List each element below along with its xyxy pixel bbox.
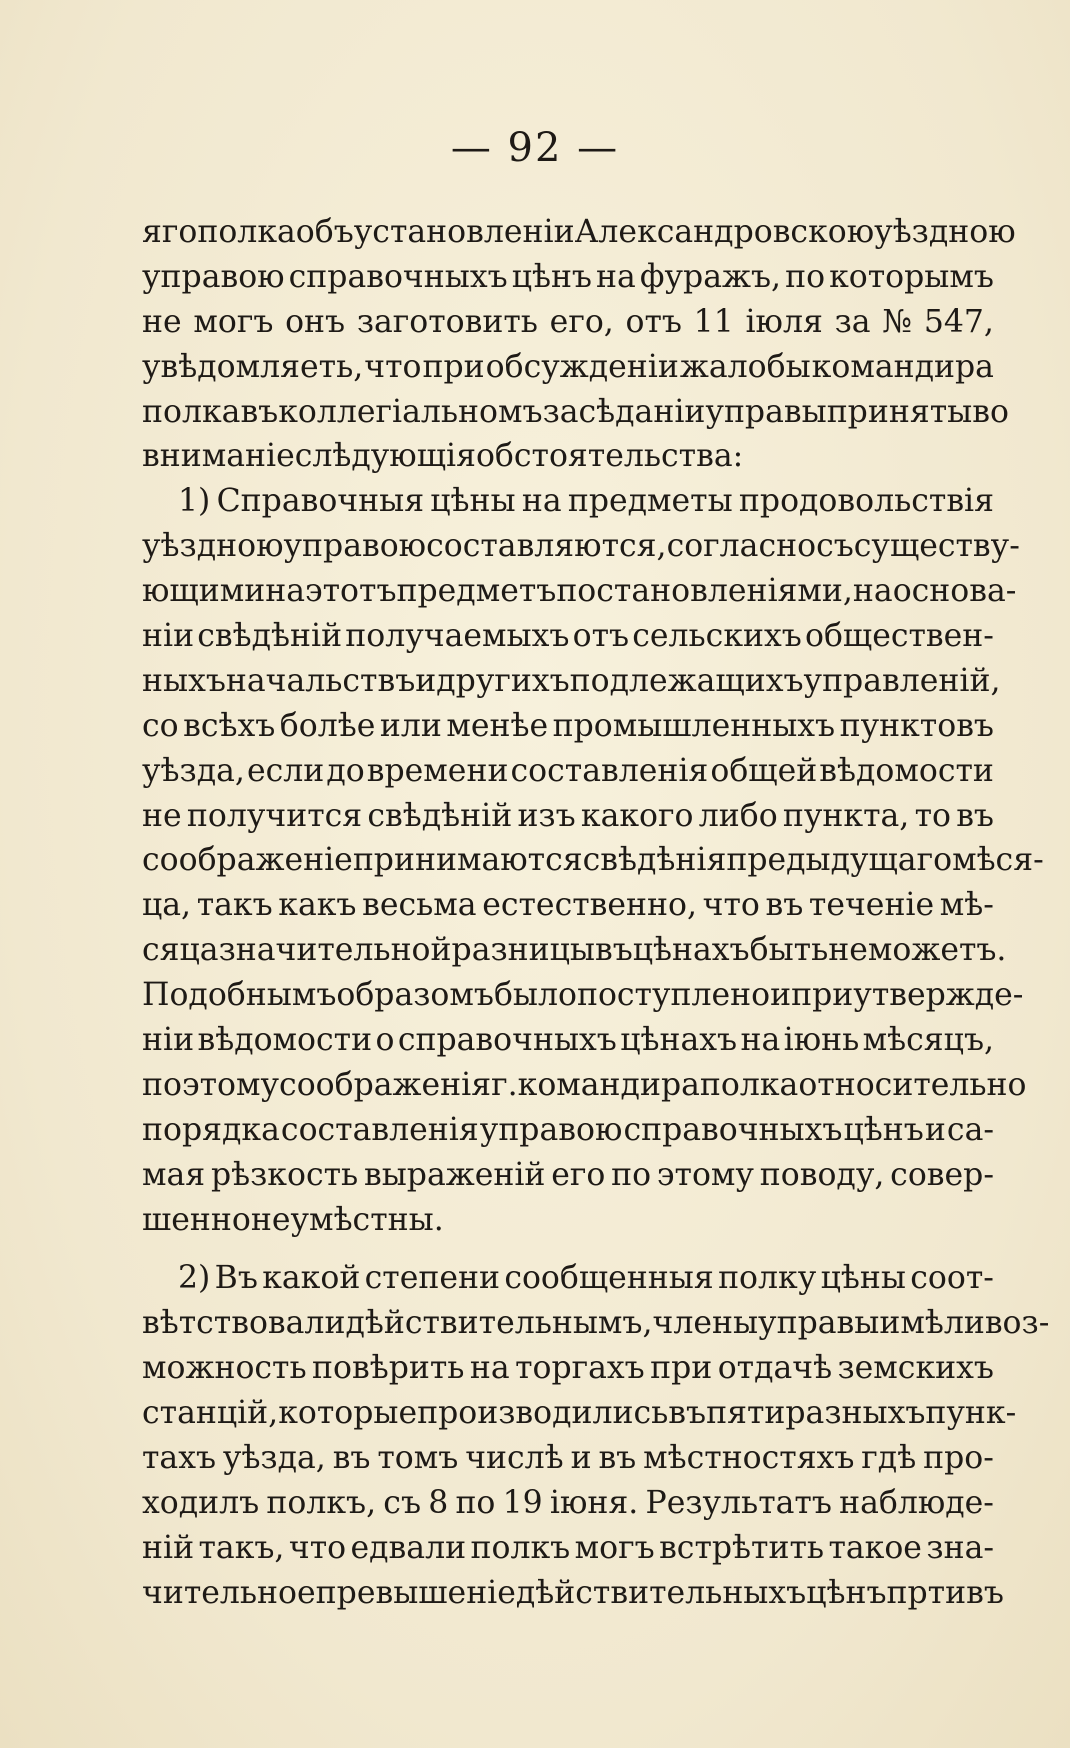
word: неумѣстны. [250,1201,444,1238]
word: Справочныя [216,483,425,520]
word: № [882,303,913,340]
word: полка [142,393,241,430]
word: фуражъ, [639,258,782,295]
word: въ [332,1440,371,1477]
text-line [142,569,1017,614]
word: со [142,707,179,744]
word: по [785,258,826,295]
word: въ [598,1440,637,1477]
word: такъ [196,887,273,924]
text-line [142,210,1016,255]
word: ній [142,1529,195,1566]
word: какъ [278,887,357,924]
word: повѣрить [312,1350,465,1387]
word: сельскихъ [632,618,802,655]
text-line [142,1526,994,1571]
word: Подобнымъ [142,977,337,1014]
word: справочныхъ [288,258,508,295]
word: разницы [451,932,595,969]
word: утвержде- [853,977,1024,1014]
text-line [142,1018,994,1063]
text-line [142,390,1009,435]
word: совер- [890,1156,994,1193]
text-line [142,614,994,659]
word: едвали [350,1529,467,1566]
word: обстоятельства: [475,438,744,475]
word: цѣны [820,1260,906,1297]
word: жалобы [679,348,811,385]
word: станцій, [142,1395,279,1432]
word: при [650,1350,713,1387]
word: заготовить [356,303,538,340]
word: управою [479,1111,623,1148]
word: объ [295,214,354,250]
word: было [493,977,577,1014]
word: поводу, [759,1156,885,1193]
word: управы [705,393,827,430]
word: за [834,303,871,340]
word: торгахъ [515,1350,645,1387]
word: могъ [193,303,274,340]
word: пунктовъ [839,707,994,744]
word: шенно [142,1201,251,1238]
word: подлежащихъ [569,662,804,699]
word: сообщенныя [504,1260,714,1297]
word: уѣздною [874,214,1016,250]
body-text [142,210,1050,1616]
text-line [142,1436,994,1481]
text-line [142,1198,994,1243]
word: отъ [572,618,630,655]
word: и [570,1440,592,1477]
word: 1) [178,483,211,520]
word: Въ [214,1260,258,1297]
word: цѣнахъ [620,1022,738,1059]
word: до [326,752,365,789]
word: теченіе [808,887,935,924]
word: цѣнахъ [632,932,750,969]
text-line [142,1108,994,1153]
text-line [142,928,1007,973]
word: и [924,1111,946,1148]
text-line [142,1346,994,1391]
word: г. [491,1066,518,1103]
word: вѣтствовали [142,1305,346,1342]
word: соображенія [279,1066,492,1103]
word: встрѣтить [659,1529,825,1566]
word: которые [278,1395,418,1432]
word: управою [142,258,285,295]
word: его [551,1156,606,1193]
text-line [142,479,994,524]
text-line [142,973,1024,1018]
word: которымъ [829,258,994,295]
word: не [142,303,182,340]
word: предыдущаго [726,842,953,879]
word: имѣли [879,1305,985,1342]
word: значительной [218,932,452,969]
word: составляются, [426,528,667,565]
word: получаемыхъ [345,618,570,655]
text-line [142,1063,1027,1108]
word: во [972,393,1009,430]
word: цѣнъ [843,1111,924,1148]
word: Александровскою [574,214,875,250]
word: въ [240,393,279,430]
word: при [791,977,854,1014]
word: уѣзда, [222,1440,326,1477]
word: составленія [510,752,709,789]
word: получится [186,797,363,834]
text-line [142,300,994,345]
word: времени [366,752,509,789]
word: изъ [517,797,576,834]
word: соображеніе [142,842,353,879]
word: томъ [377,1440,459,1477]
word: могъ [574,1529,655,1566]
word: пункта, [782,797,910,834]
word: управою [283,528,427,565]
word: вѣдомости [197,1022,373,1059]
text-line [142,1391,1017,1436]
word: сяца [142,932,219,969]
word: мая [142,1156,206,1193]
word: ца, [142,887,192,924]
text-line [142,794,994,839]
word: съ [383,1484,421,1521]
word: мѣся- [952,842,1044,879]
text-line [142,1153,994,1198]
word: предметъ [396,573,557,610]
word: тахъ [142,1440,217,1477]
word: зна- [926,1529,994,1566]
page-number: — 92 — [450,125,620,171]
word: не [828,932,868,969]
word: уѣзда, [142,752,245,789]
word: поступлено [576,977,771,1014]
word: общей [710,752,818,789]
text-line [142,838,1044,883]
word: Результатъ [645,1484,832,1521]
word: или [379,707,442,744]
text-line [142,1571,1004,1616]
word: въ [956,797,994,834]
word: командира [517,1066,700,1103]
word: начальствъ [225,662,416,699]
word: 547, [923,303,994,340]
word: менѣе [446,707,549,744]
word: его, [549,303,614,340]
word: болѣе [279,707,376,744]
word: управленій, [803,662,1001,699]
word: ходилъ [142,1484,260,1521]
word: вниманіе [142,438,295,475]
word: полка [699,1066,799,1103]
word: 2) [178,1260,211,1297]
word: вѣдомости [819,752,994,789]
word: разныхъ [785,1395,926,1432]
word: на [469,1350,510,1387]
word: гдѣ [861,1440,917,1477]
word: этому [181,1066,280,1103]
word: порядка [142,1111,280,1148]
word: 8 [428,1484,449,1521]
word: на [265,573,305,610]
word: и [770,977,792,1014]
word: можетъ. [867,932,1007,969]
word: воз- [984,1305,1050,1342]
word: приняты [826,393,973,430]
word: весьма [362,887,477,924]
word: относительно [798,1066,1027,1103]
word: дѣйствительныхъ [515,1574,807,1611]
word: установленіи [353,214,575,250]
word: предметы [567,483,733,520]
word: цѣны [430,483,516,520]
word: такое [828,1529,922,1566]
word: другихъ [436,662,570,699]
word: превышеніе [315,1574,516,1611]
word: онъ [285,303,346,340]
word: съ [816,528,854,565]
word: іюня. [549,1484,639,1521]
word: что [288,1529,347,1566]
text-line [142,659,1001,704]
word: командира [811,348,994,385]
text-line [142,704,994,749]
text-line [142,524,1020,569]
word: составленія [280,1111,479,1148]
word: продовольствія [738,483,994,520]
word: соот- [910,1260,994,1297]
text-line [142,883,994,928]
text-line [142,1256,994,1301]
word: какой [262,1260,361,1297]
word: слѣдующія [294,438,476,475]
word: по [455,1484,496,1521]
word: свѣдѣній [197,618,343,655]
word: по [142,1066,182,1103]
word: по [611,1156,652,1193]
word: мѣ- [939,887,994,924]
word: ющими [142,573,266,610]
word: постановленіями, [556,573,853,610]
word: про- [923,1440,994,1477]
word: ніи [142,618,195,655]
word: засѣданіи [542,393,706,430]
word: ныхъ [142,662,226,699]
word: пртивъ [886,1574,1004,1611]
word: не [142,797,182,834]
word: естественно, [482,887,697,924]
word: увѣдомляеть, [142,348,364,385]
word: свѣдѣній [367,797,513,834]
word: въ [594,932,633,969]
word: члены [652,1305,759,1342]
word: производились [417,1395,669,1432]
word: въ [765,887,804,924]
word: чительное [142,1574,316,1611]
word: на [740,1022,781,1059]
word: дѣйствительнымъ, [345,1305,653,1342]
word: рѣзкость [210,1156,359,1193]
word: степени [364,1260,500,1297]
word: земскихъ [837,1350,994,1387]
word: такъ, [198,1529,285,1566]
word: уѣздною [142,528,284,565]
word: справочныхъ [397,1022,617,1059]
word: наблюде- [839,1484,994,1521]
word: обсужденіи [485,348,679,385]
word: пунк- [925,1395,1017,1432]
word: іюнь [783,1022,860,1059]
word: какого [580,797,694,834]
word: коллегіальномъ [278,393,543,430]
word: числѣ [465,1440,564,1477]
word: всѣхъ [183,707,276,744]
word: цѣнъ [511,258,592,295]
word: іюля [745,303,823,340]
word: на [521,483,562,520]
word: быть [749,932,829,969]
word: на [596,258,636,295]
word: 19 [502,1484,543,1521]
word: и [415,662,437,699]
word: если [246,752,325,789]
word: полку [718,1260,817,1297]
text-line [142,1301,1050,1346]
word: 11 [693,303,734,340]
word: что [702,887,760,924]
word: свѣдѣнія [582,842,727,879]
text-line [142,434,994,479]
word: полкъ [470,1529,571,1566]
word: яго [142,214,198,250]
text-line [142,1481,994,1526]
word: въ [668,1395,707,1432]
word: обществен- [805,618,994,655]
word: либо [698,797,778,834]
word: отдачѣ [717,1350,833,1387]
word: выраженій [363,1156,546,1193]
word: при [422,348,485,385]
word: можность [142,1350,307,1387]
word: существу- [853,528,1020,565]
word: образомъ [336,977,494,1014]
word: полка [197,214,296,250]
word: согласно [666,528,817,565]
word: основа- [892,573,1017,610]
word: на [852,573,893,610]
word: о [375,1022,395,1059]
word: что [364,348,422,385]
word: справочныхъ [623,1111,843,1148]
word: принимаются [352,842,583,879]
word: мѣсяцъ, [862,1022,994,1059]
word: са- [946,1111,994,1148]
word: отъ [625,303,682,340]
text-line [142,749,994,794]
word: цѣнъ [806,1574,887,1611]
word: управы [758,1305,880,1342]
word: мѣстностяхъ [643,1440,855,1477]
word: промышленныхъ [552,707,836,744]
word: полкъ, [266,1484,377,1521]
word: пяти [706,1395,786,1432]
word: то [914,797,951,834]
word: ніи [142,1022,195,1059]
text-line [142,255,994,300]
word: этотъ [304,573,397,610]
word: этому [656,1156,754,1193]
text-line [142,345,994,390]
